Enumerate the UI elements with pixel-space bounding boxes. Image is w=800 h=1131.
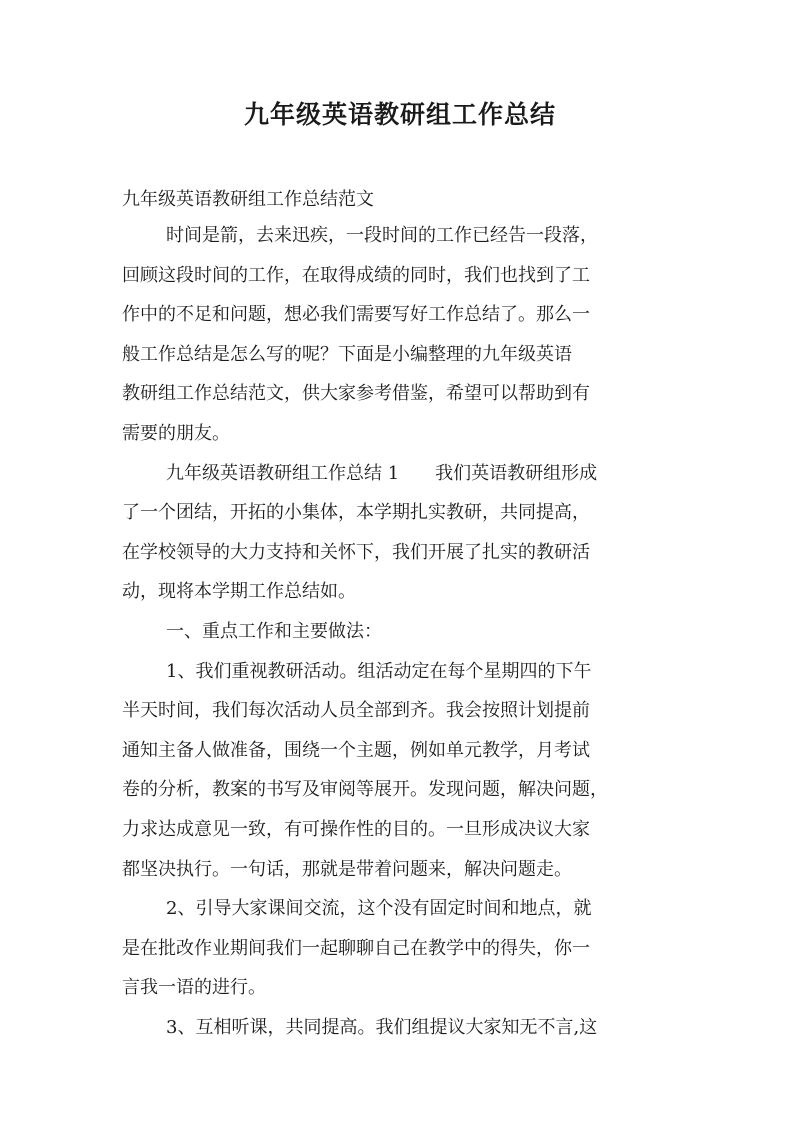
document-body [122, 216, 686, 1047]
text-line: 般工作总结是怎么写的呢？下面是小编整理的九年级英语 [122, 343, 572, 365]
text-line: 是在批改作业期间我们一起聊聊自己在教学中的得失，你一 [122, 937, 590, 959]
text-line: 2、引导大家课间交流，这个没有固定时间和地点，就 [166, 898, 592, 920]
text-line: 动，现将本学期工作总结如。 [122, 581, 356, 603]
text-line: 在学校领导的大力支持和关怀下，我们开展了扎实的教研活 [122, 541, 590, 563]
text-line: 都坚决执行。一句话，那就是带着问题来，解决问题走。 [122, 858, 572, 880]
text-line: 九年级英语教研组工作总结 1 我们英语教研组形成 [166, 462, 598, 484]
text-line: 一、重点工作和主要做法： [166, 620, 382, 642]
text-line: 半天时间，我们每次活动人员全部到齐。我会按照计划提前 [122, 700, 590, 722]
text-line: 3、互相听课，共同提高。我们组提议大家知无不言,这 [166, 1016, 598, 1038]
document-subtitle: 九年级英语教研组工作总结范文 [122, 189, 374, 210]
text-line: 卷的分析，教案的书写及审阅等展开。发现问题，解决问题， [122, 779, 608, 801]
paragraph [122, 216, 686, 454]
text-line: 时间是箭，去来迅疾，一段时间的工作已经告一段落， [166, 225, 598, 246]
text-line: 言我一语的进行。 [122, 977, 266, 999]
text-line: 了一个团结，开拓的小集体，本学期扎实教研，共同提高， [122, 502, 590, 524]
text-line: 需要的朋友。 [122, 422, 230, 444]
text-line: 回顾这段时间的工作，在取得成绩的同时，我们也找到了工 [122, 264, 590, 286]
document-title: 九年级英语教研组工作总结 [243, 100, 556, 129]
text-line: 力求达成意见一致，有可操作性的目的。一旦形成决议大家 [122, 818, 590, 840]
paragraph [122, 652, 686, 890]
text-line: 1、我们重视教研活动。组活动定在每个星期四的下午 [166, 660, 592, 682]
paragraph [122, 1008, 686, 1048]
paragraph [122, 612, 686, 652]
text-line: 作中的不足和问题，想必我们需要写好工作总结了。那么一 [122, 304, 590, 326]
paragraph [122, 454, 686, 612]
text-line: 教研组工作总结范文，供大家参考借鉴，希望可以帮助到有 [122, 383, 590, 405]
paragraph [122, 889, 686, 1008]
text-line: 通知主备人做准备，围绕一个主题，例如单元教学，月考试 [122, 739, 590, 761]
